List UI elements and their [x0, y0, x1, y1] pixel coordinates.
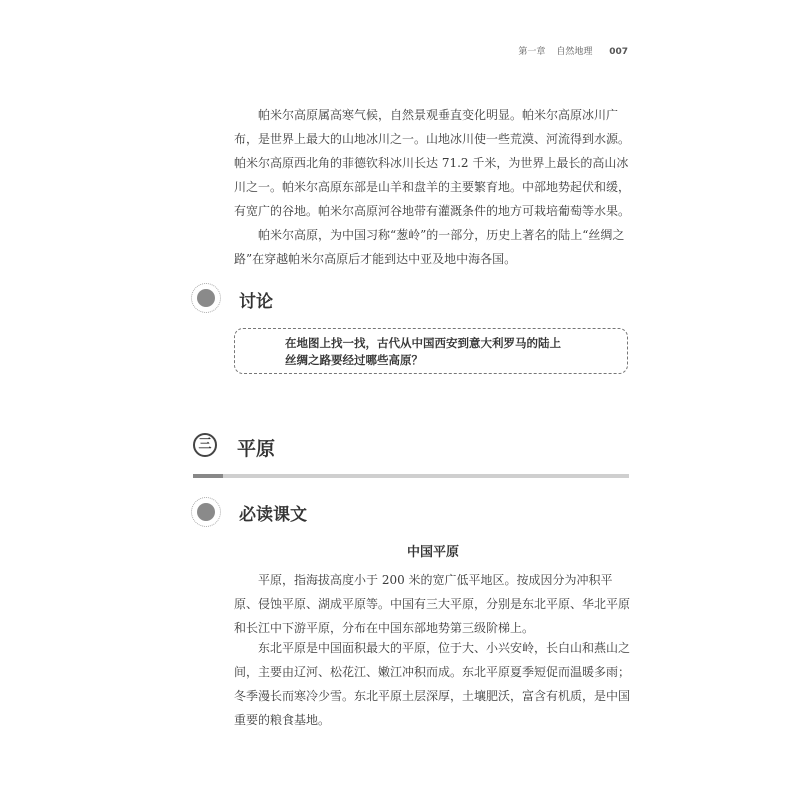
discussion-section-icon: [191, 283, 221, 313]
chapter-label: 第一章: [518, 47, 546, 57]
section-number-badge: 三: [193, 433, 217, 457]
discussion-question-line-2: 丝绸之路要经过哪些高原？: [285, 353, 423, 367]
discussion-title: 讨论: [239, 292, 273, 312]
page-number: 007: [609, 47, 628, 57]
discussion-question-line-1: 在地图上找一找，古代从中国西安到意大利罗马的陆上: [285, 336, 561, 350]
article-paragraph-1: 平原，指海拔高度小于 200 米的宽广低平地区。按成因分为冲积平原、侵蚀平原、湖成平原等。中国有三大平原，分别是东北平原、华北平原和长江中下游平原，分布在中国东部地势第三级阶梯上。: [234, 573, 631, 635]
article-paragraph-2: 东北平原是中国面积最大的平原，位于大、小兴安岭，长白山和燕山之间，主要由辽河、松花江、嫩江冲积而成。东北平原夏季短促而温暖多雨；冬季漫长而寒冷少雪。东北平原土层深厚，土壤肥沃，富含有机质，是中国重要的粮食基地。: [234, 641, 631, 727]
discussion-box: [234, 328, 628, 374]
article-title: 中国平原: [406, 545, 459, 560]
reading-section-icon: [191, 497, 221, 527]
discussion-question: [285, 335, 605, 369]
section-title: 平原: [237, 438, 276, 460]
section-divider: [193, 474, 629, 478]
intro-paragraph-2: 帕米尔高原，为中国习称“葱岭”的一部分，历史上著名的陆上“丝绸之路”在穿越帕米尔高原后才能到达中亚及地中海各国。: [234, 228, 625, 266]
reading-title: 必读课文: [239, 505, 307, 525]
chapter-title: 自然地理: [556, 47, 593, 57]
intro-paragraph-1: 帕米尔高原属高寒气候，自然景观垂直变化明显。帕米尔高原冰川广布，是世界上最大的山地冰川之一。山地冰川使一些荒漠、河流得到水源。帕米尔高原西北角的菲德钦科冰川长达 71.2 千米，为世界上最长的高山冰川之一。帕米尔高原东部是山羊和盘羊的主要繁育地。中部地势起伏和缓，有宽广的谷地。帕米尔高原河谷地带有灌溉条件的地方可栽培葡萄等水果。: [234, 108, 631, 218]
page-header: [518, 44, 628, 57]
